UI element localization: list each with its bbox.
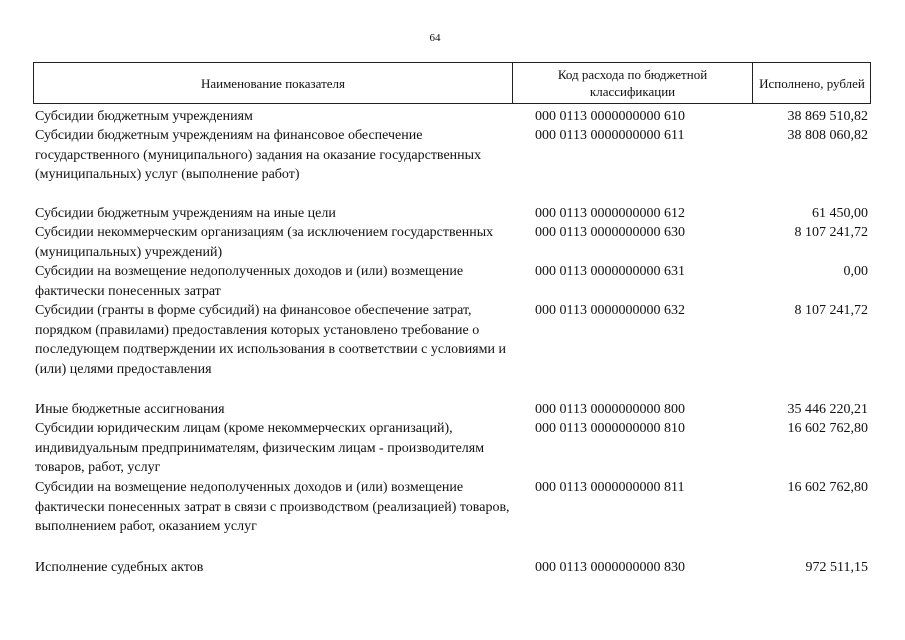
row-code: 000 0113 0000000000 800 [535, 402, 685, 417]
row-code: 000 0113 0000000000 612 [535, 206, 685, 221]
row-code: 000 0113 0000000000 630 [535, 225, 685, 240]
row-amount: 61 450,00 [812, 206, 868, 221]
row-amount: 8 107 241,72 [794, 225, 868, 240]
budget-table [33, 62, 871, 575]
row-code: 000 0113 0000000000 611 [535, 128, 685, 143]
row-name: Исполнение судебных актов [35, 560, 204, 575]
row-amount: 35 446 220,21 [787, 402, 868, 417]
page-number: 64 [429, 32, 441, 44]
row-amount: 38 808 060,82 [787, 128, 868, 143]
header-executed: Исполнено, рублей [752, 63, 871, 103]
row-amount: 8 107 241,72 [794, 303, 868, 318]
row-name: Субсидии некоммерческим организациям (за исключением государственных (муниципальных) учреждений) [35, 225, 494, 260]
row-name: Субсидии юридическим лицам (кроме некоммерческих организаций), индивидуальным предпринимателям, физическим лицам - производителям товаров, работ, услуг [35, 421, 485, 475]
row-code: 000 0113 0000000000 810 [535, 421, 685, 436]
row-code: 000 0113 0000000000 610 [535, 109, 685, 124]
row-code: 000 0113 0000000000 811 [535, 480, 685, 495]
table-header [33, 62, 871, 104]
row-amount: 38 869 510,82 [787, 109, 868, 124]
row-amount: 972 511,15 [805, 560, 868, 575]
row-amount: 16 602 762,80 [787, 480, 868, 495]
row-name: Субсидии бюджетным учреждениям на финансовое обеспечение государственного (муниципального) задания на оказание государственных (муниципальных) услуг (выполнение работ) [35, 128, 482, 182]
row-code: 000 0113 0000000000 632 [535, 303, 685, 318]
row-name: Субсидии на возмещение недополученных доходов и (или) возмещение фактически понесенных затрат в связи с производством (реализацией) товаров, выполнением работ, оказанием услуг [35, 480, 510, 534]
row-code: 000 0113 0000000000 631 [535, 264, 685, 279]
row-name: Субсидии бюджетным учреждениям [35, 109, 253, 124]
row-code: 000 0113 0000000000 830 [535, 560, 685, 575]
header-name: Наименование показателя [200, 75, 346, 91]
header-code: Код расхода по бюджетной классификации [512, 63, 752, 103]
row-name: Субсидии (гранты в форме субсидий) на финансовое обеспечение затрат, порядком (правилами) предоставления которых установлено требование о последующем подтверждении их использования в соответствии с условиями и (или) целями предоставления [35, 303, 506, 377]
row-amount: 16 602 762,80 [787, 421, 868, 436]
row-name: Субсидии на возмещение недополученных доходов и (или) возмещение фактически понесенных затрат [35, 264, 464, 299]
row-amount: 0,00 [843, 264, 868, 279]
row-name: Иные бюджетные ассигнования [35, 402, 225, 417]
row-name: Субсидии бюджетным учреждениям на иные цели [35, 206, 336, 221]
